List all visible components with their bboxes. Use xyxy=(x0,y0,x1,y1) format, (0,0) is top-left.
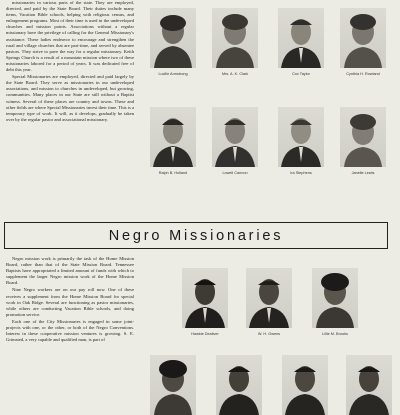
portrait-photo xyxy=(182,268,228,328)
portrait-photo xyxy=(212,8,258,68)
portrait-caption: Ralph B. Holland xyxy=(158,171,188,175)
portrait-photo xyxy=(150,8,196,68)
upper-text-column xyxy=(6,0,134,123)
portrait-photo xyxy=(282,355,328,415)
section-heading-box xyxy=(4,222,388,249)
portrait-photo xyxy=(278,107,324,167)
lower-paragraph-3: Each one of the City Missionaries is engaged in some joint-projects with one, or the other, or both of the Negro Conventions. Interest in these cooperative mission ventures is growing. S. E. Grimsted, a very capable and qualified man, is part of xyxy=(6,318,134,343)
portrait-caption: Lowell Cannon xyxy=(222,171,248,175)
portrait-photo xyxy=(150,107,196,167)
portrait-caption: Mrs. A. K. Clark xyxy=(221,72,249,76)
portrait-caption: W. H. Owens xyxy=(257,332,281,336)
portrait-photo xyxy=(216,355,262,415)
portrait-caption: Cynthia H. Rowland xyxy=(346,72,380,76)
portrait-photo xyxy=(246,268,292,328)
section-title: Negro Missionaries xyxy=(108,227,284,244)
portrait-photo xyxy=(340,8,386,68)
portrait-caption: Ira Stephens xyxy=(290,171,312,175)
portrait-photo xyxy=(278,8,324,68)
portrait-caption: Janelle Lewis xyxy=(351,171,375,175)
upper-paragraph-2: Special Missionaries are employed, directed and paid largely by the State Board. They serve as missionaries in our undeveloped associations, and mission to churches in undeveloped, but growing, communities. Many places in our State are still without a Baptist witness. Several of these places are country and towns. These and other fields are where Special Missionaries invest their time. This is a temporary type of work. It will, as it develops, gradually be taken over by the regular pastor and associational missionary. xyxy=(6,74,134,122)
upper-paragraph-1: missionaries in various parts of the state. They are employed, directed, and paid by the State Board. Their duties include many items, Vacation Bible schools, helping with religious census, and enlargement programs. Most of their time is used in the undeveloped churches and mission points. Associations without a regular missionary have the privilege of calling for the General Missionary's assistance. These ladies endeavor to encourage and strengthen the rural and village churches that are part-time, and served by absentee pastors. They strive to pave the way for a regular missionary. Keith Springs Church is a result of a mountain mission where two of these missionaries labored for a period of years. It was dedicated free of debt this year. xyxy=(6,0,134,73)
portrait-caption: Cox Taylor xyxy=(292,72,310,76)
portrait-caption: Hawkie Dealiver xyxy=(191,332,219,336)
portrait-photo xyxy=(340,107,386,167)
portrait-photo xyxy=(346,355,392,415)
portrait-photo xyxy=(150,355,196,415)
portrait-photo xyxy=(212,107,258,167)
lower-text-column xyxy=(6,256,134,343)
portrait-caption: Lillie M. Brooks xyxy=(322,332,348,336)
lower-paragraph-1: Negro mission work is primarily the task of the Home Mission Board, rather than that of the State Mission Board. Tennessee Baptists have appropriated a limited amount of funds with which to supplement the larger Negro mission work of the Home Mission Board. xyxy=(6,256,134,286)
portrait-photo xyxy=(312,268,358,328)
lower-paragraph-2: Nine Negro workers are on our pay roll now. One of these receives a supplement from the Home Mission Board for special work in Oak Ridge. Several are functioning as pastor missionaries, while others are conducting Vacation Bible schools, and doing promotion service. xyxy=(6,287,134,317)
portrait-caption: Lucille Armstrong xyxy=(158,72,188,76)
